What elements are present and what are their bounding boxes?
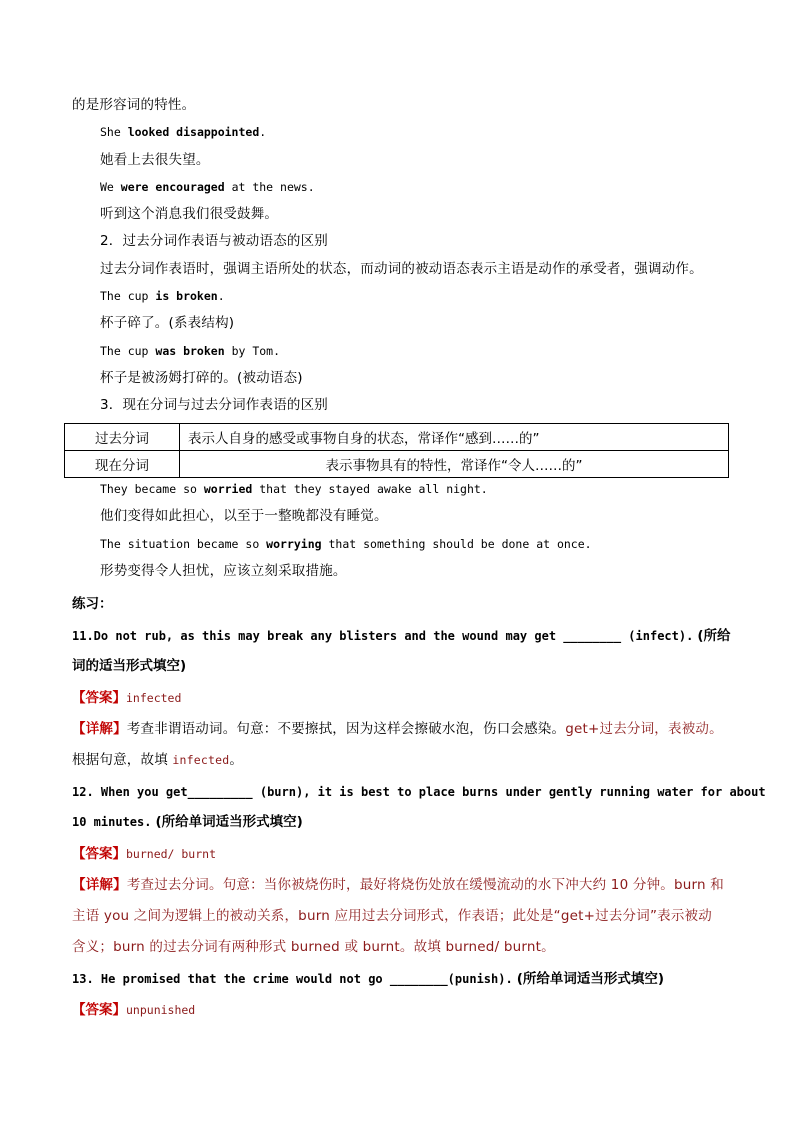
table-row [65, 451, 729, 478]
answer-line: 【答案】burned/ burnt [72, 846, 217, 862]
question-11: 11.Do not rub, as this may break any blisters and the wound may get ________ (infect). (所给 [72, 628, 731, 644]
example-cn: 听到这个消息我们很受鼓舞。 [100, 206, 279, 222]
answer-line: 【答案】unpunished [72, 1002, 196, 1018]
example-cn: 形势变得令人担忧，应该立刻采取措施。 [100, 563, 347, 579]
example-en: The situation became so worrying that something should be done at once. [100, 537, 592, 551]
example-cn: 她看上去很失望。 [100, 152, 210, 168]
detail-line: 【详解】考查过去分词。句意：当你被烧伤时，最好将烧伤处放在缓慢流动的水下冲大约 10 分钟。burn 和 [72, 877, 724, 893]
example-en: We were encouraged at the news. [100, 180, 315, 194]
question-12: 12. When you get_________ (burn), it is best to place burns under gently running water for about [72, 785, 766, 799]
practice-label: 练习： [72, 596, 113, 612]
example-en: She looked disappointed. [100, 125, 267, 139]
example-en: They became so worried that they stayed awake all night. [100, 482, 488, 496]
table-cell-desc: 表示事物具有的特性，常译作“令人……的” [180, 451, 729, 478]
example-en: The cup is broken. [100, 289, 225, 303]
answer-line: 【答案】infected [72, 690, 182, 706]
example-cn: 杯子碎了。(系表结构) [100, 315, 235, 331]
table-cell-key: 过去分词 [65, 424, 180, 451]
question-11-cont: 词的适当形式填空) [72, 658, 187, 674]
example-en: The cup was broken by Tom. [100, 344, 281, 358]
question-12-cont: 10 minutes. (所给单词适当形式填空) [72, 814, 303, 830]
section-heading: 3．现在分词与过去分词作表语的区别 [100, 397, 328, 413]
comparison-table [64, 423, 729, 478]
example-cn: 他们变得如此担心，以至于一整晚都没有睡觉。 [100, 508, 388, 524]
intro-line: 的是形容词的特性。 [72, 97, 196, 113]
detail-line: 主语 you 之间为逻辑上的被动关系，burn 应用过去分词形式，作表语；此处是“get+过去分词”表示被动 [72, 908, 712, 924]
table-row [65, 424, 729, 451]
table-cell-key: 现在分词 [65, 451, 180, 478]
detail-line: 根据句意，故填 infected。 [72, 752, 244, 768]
question-13: 13. He promised that the crime would not go ________(punish). (所给单词适当形式填空) [72, 971, 665, 987]
detail-line: 【详解】考查非谓语动词。句意：不要擦拭，因为这样会擦破水泡，伤口会感染。get+过去分词，表被动。 [72, 721, 723, 737]
section-paragraph: 过去分词作表语时，强调主语所处的状态，而动词的被动语态表示主语是动作的承受者，强调动作。 [100, 261, 703, 277]
section-heading: 2．过去分词作表语与被动语态的区别 [100, 233, 328, 249]
detail-line: 含义；burn 的过去分词有两种形式 burned 或 burnt。故填 burned/ burnt。 [72, 939, 555, 955]
table-cell-desc: 表示人自身的感受或事物自身的状态，常译作“感到……的” [180, 424, 729, 451]
example-cn: 杯子是被汤姆打碎的。(被动语态) [100, 370, 303, 386]
